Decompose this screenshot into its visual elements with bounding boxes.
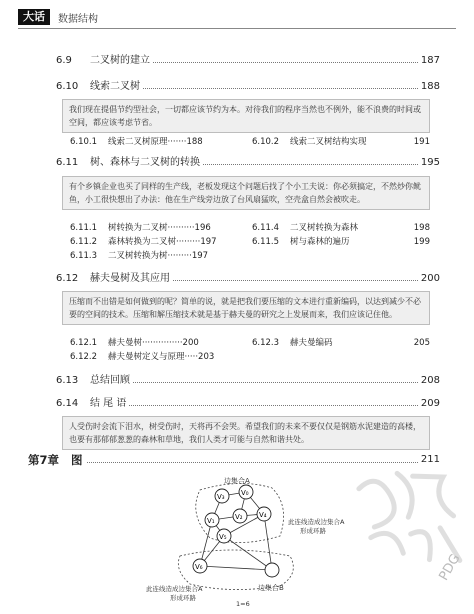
section-title: 线索二叉树 — [90, 81, 140, 92]
subsection-number: 6.11.5 — [252, 237, 280, 247]
intro-box-6-11: 有个乡镇企业也买了同样的生产线，老板发现这个问题后找了个小工夫说：你必须搞定，不然炒你鱿鱼，小工很快想出了办法：他在生产线旁边放了台风扇猛吹，空壳盒自然会被吹走。 — [62, 176, 430, 210]
graph-node-v2 — [233, 509, 247, 523]
label-edge-set-a: 边集合A — [224, 477, 250, 485]
page-header — [18, 8, 98, 26]
subsection-title: 森林转换为二叉树 — [108, 237, 177, 247]
toc-subentry-6-10-1[interactable]: 6.10.1 线索二叉树原理·······188 — [70, 137, 203, 147]
subsection-page: 199 — [413, 237, 430, 247]
subsection-number: 6.10.2 — [252, 137, 280, 147]
graph-node-v6 — [193, 559, 207, 573]
node-label: V₆ — [195, 563, 203, 571]
toc-subentry-6-12-1[interactable]: 6.12.1 赫夫曼树···············200 — [70, 338, 199, 348]
subsection-page: 200 — [182, 338, 199, 348]
chapter-label: 第7章 — [28, 453, 60, 467]
subsection-title: 二叉树转换为树 — [108, 251, 168, 261]
subsection-page: 196 — [194, 223, 211, 233]
section-page: 209 — [418, 397, 440, 411]
subsection-page: 205 — [413, 338, 430, 348]
section-page: 187 — [418, 54, 440, 68]
node-label: V₃ — [217, 493, 225, 501]
toc-subentry-6-11-3[interactable]: 6.11.3 二叉树转换为树·········197 — [70, 251, 209, 261]
note-left-line-1: 此连线造成边集合A — [146, 585, 203, 593]
node-label: V₅ — [219, 533, 227, 541]
section-page: 200 — [418, 272, 440, 286]
subsection-page: 203 — [198, 352, 215, 362]
graph-node-v1 — [205, 513, 219, 527]
toc-subentry-6-12-2[interactable]: 6.12.2 赫夫曼树定义与原理·····203 — [70, 352, 215, 362]
intro-box-6-14: 人受伤时会流下泪水，树受伤时，天将再不会哭。希望我们的未来不要仅仅是钢筋水泥建造的高楼，也要有那郁郁葱葱的森林和草地，我们人类才可能与自然和谐共处。 — [62, 416, 430, 450]
graph-node-v3 — [215, 489, 229, 503]
graph-node-v0 — [239, 485, 253, 499]
subsection-number: 6.11.2 — [70, 237, 98, 247]
subsection-title: 赫夫曼编码 — [290, 338, 333, 348]
subsection-title: 树转换为二叉树 — [108, 223, 168, 233]
subsection-number: 6.11.1 — [70, 223, 98, 233]
section-number: 6.10 — [56, 81, 79, 92]
toc-entry-6-11[interactable] — [56, 156, 440, 170]
section-number: 6.9 — [56, 55, 72, 66]
node-label: V₄ — [259, 511, 267, 519]
chapter-page: 211 — [418, 452, 440, 468]
subsection-number: 6.12.1 — [70, 338, 98, 348]
graph-node-v5 — [217, 529, 231, 543]
toc-entry-6-10[interactable] — [56, 80, 440, 94]
toc-entry-6-14[interactable] — [56, 397, 440, 411]
figure-caption: 1=6 — [236, 600, 250, 608]
chapter-title: 图 — [71, 453, 83, 467]
section-title: 总结回顾 — [90, 375, 130, 386]
subsection-page: 191 — [413, 137, 430, 147]
section-page: 188 — [418, 80, 440, 94]
section-number: 6.11 — [56, 157, 79, 168]
section-title: 结 尾 语 — [90, 398, 127, 409]
section-number: 6.14 — [56, 398, 79, 409]
graph-edges — [200, 492, 272, 570]
section-title: 二叉树的建立 — [90, 55, 150, 66]
toc-entry-6-9[interactable] — [56, 54, 440, 68]
graph-figure — [140, 474, 360, 609]
section-title: 树、森林与二叉树的转换 — [90, 157, 200, 168]
subsection-title: 线索二叉树原理 — [108, 137, 168, 147]
subsection-title: 赫夫曼树定义与原理 — [108, 352, 185, 362]
note-right-line-1: 此连线造成边集合A — [288, 518, 345, 526]
graph-node-extra — [265, 563, 279, 577]
toc-subentry-6-11-1[interactable]: 6.11.1 树转换为二叉树··········196 — [70, 223, 211, 233]
subsection-title: 二叉树转换为森林 — [290, 223, 359, 233]
section-page: 195 — [418, 156, 440, 170]
toc-subentry-6-10-2[interactable] — [252, 136, 430, 148]
subsection-number: 6.12.3 — [252, 338, 280, 348]
intro-box-6-10: 我们现在提倡节约型社会，一切都应该节约为本。对待我们的程序当然也不例外，能不浪费的时间或空间，都应该考虑节省。 — [62, 99, 430, 133]
subsection-number: 6.11.3 — [70, 251, 98, 261]
watermark-text: PDG — [436, 551, 464, 584]
subsection-title: 线索二叉树结构实现 — [290, 137, 367, 147]
subsection-page: 198 — [413, 223, 430, 233]
subsection-number: 6.11.4 — [252, 223, 280, 233]
toc-entry-6-13[interactable] — [56, 374, 440, 388]
section-page: 208 — [418, 374, 440, 388]
subsection-title: 树与森林的遍历 — [290, 237, 350, 247]
toc-subentry-6-11-5[interactable] — [252, 236, 430, 248]
node-label: V₀ — [241, 489, 249, 497]
subsection-page: 188 — [186, 137, 203, 147]
node-label: V₂ — [235, 513, 243, 521]
subsection-title: 赫夫曼树 — [108, 338, 143, 348]
toc-subentry-6-12-3[interactable] — [252, 337, 430, 349]
note-right-line-2: 形成环路 — [300, 527, 326, 535]
note-left-line-2: 形成环路 — [170, 594, 196, 602]
toc-entry-6-12[interactable] — [56, 272, 440, 286]
toc-subentry-6-11-4[interactable] — [252, 222, 430, 234]
subsection-page: 197 — [191, 251, 209, 261]
section-number: 6.12 — [56, 273, 79, 284]
node-label: V₁ — [207, 517, 215, 525]
section-number: 6.13 — [56, 375, 79, 386]
header-title: 数据结构 — [58, 13, 98, 25]
header-rule — [18, 28, 456, 29]
book-logo: 大话 — [18, 9, 50, 25]
label-edge-set-b: 边集合B — [258, 584, 284, 592]
subsection-number: 6.12.2 — [70, 352, 98, 362]
subsection-page: 197 — [200, 237, 217, 247]
intro-box-6-12: 压缩而不出错是如何做到的呢？简单的说，就是把我们要压缩的文本进行重新编码，以达到减少不必要的空间的技术。压缩和解压缩技术就是基于赫夫曼的研究之上发展而来，我们应该记住他。 — [62, 291, 430, 325]
graph-node-v4 — [257, 507, 271, 521]
subsection-number: 6.10.1 — [70, 137, 98, 147]
section-title: 赫夫曼树及其应用 — [90, 273, 170, 284]
toc-subentry-6-11-2[interactable]: 6.11.2 森林转换为二叉树·········197 — [70, 237, 217, 247]
